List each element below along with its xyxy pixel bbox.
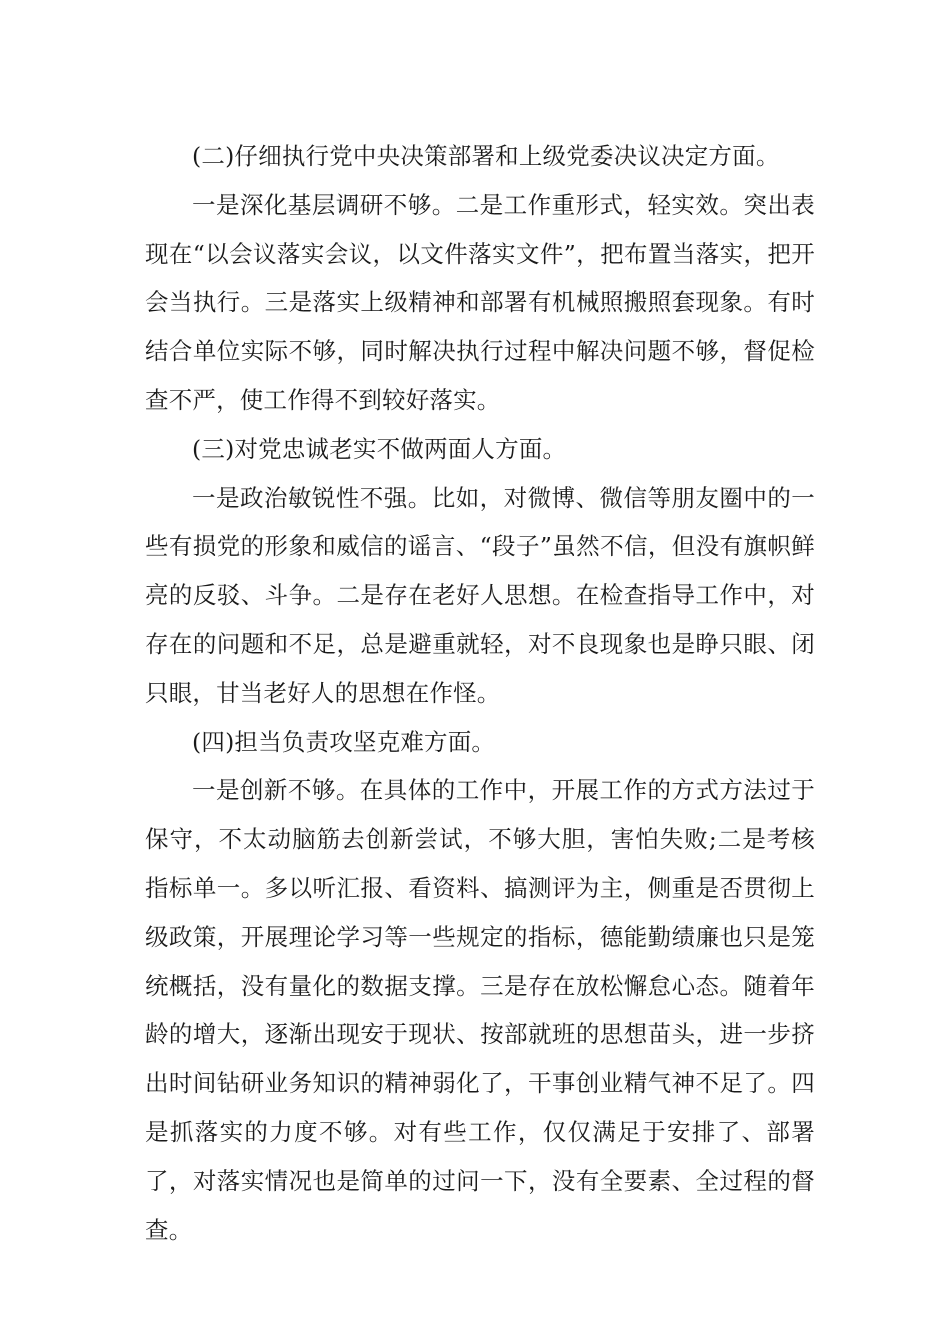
body-paragraph-4: 一是创新不够。在具体的工作中，开展工作的方式方法过于保守，不太动脑筋去创新尝试，不够大胆，害怕失败;二是考核指标单一。多以听汇报、看资料、搞测评为主，侧重是否贯彻上级政策，开展理论学习等一些规定的指标，德能勤绩廉也只是笼统概括，没有量化的数据支撑。三是存在放松懈怠心态。随着年龄的增大，逐渐出现安于现状、按部就班的思想苗头，进一步挤出时间钻研业务知识的精神弱化了，干事创业精气神不足了。四是抓落实的力度不够。对有些工作，仅仅满足于安排了、部署了，对落实情况也是简单的过问一下，没有全要素、全过程的督查。 xyxy=(145,776,815,1244)
section-heading-3: (三)对党忠诚老实不做两面人方面。 xyxy=(192,434,567,463)
document-body xyxy=(145,132,815,1254)
body-paragraph-2: 一是深化基层调研不够。二是工作重形式，轻实效。突出表现在“以会议落实会议，以文件落实文件”，把布置当落实，把开会当执行。三是落实上级精神和部署有机械照搬照套现象。有时结合单位实际不够，同时解决执行过程中解决问题不够，督促检查不严，使工作得不到较好落实。 xyxy=(145,190,815,414)
section-heading-2: (二)仔细执行党中央决策部署和上级党委决议决定方面。 xyxy=(192,142,780,170)
body-paragraph-3: 一是政治敏锐性不强。比如，对微博、微信等朋友圈中的一些有损党的形象和威信的谣言、“段子”虽然不信，但没有旗帜鲜亮的反驳、斗争。二是存在老好人思想。在检查指导工作中，对存在的问题和不足，总是避重就轻，对不良现象也是睁只眼、闭只眼，甘当老好人的思想在作怪。 xyxy=(145,483,815,707)
section-heading-4: (四)担当负责攻坚克难方面。 xyxy=(192,727,496,756)
